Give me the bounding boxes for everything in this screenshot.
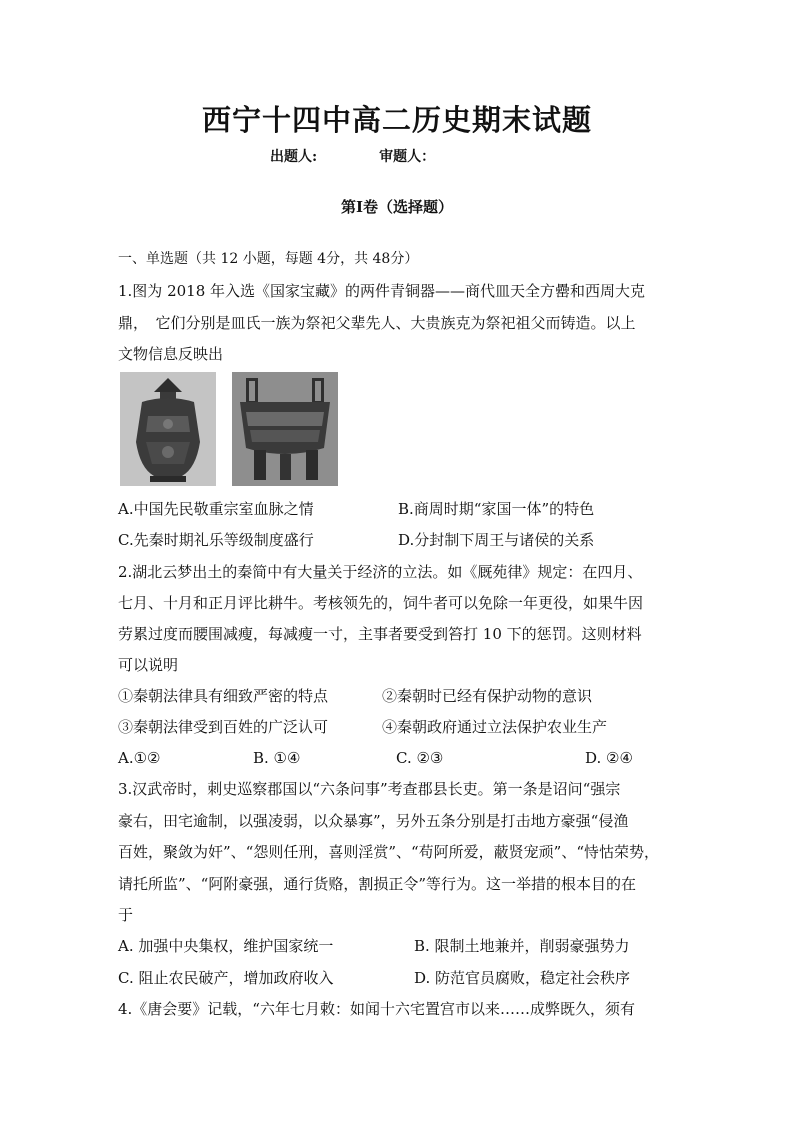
q2-option-c: C. ②③ — [396, 749, 444, 767]
bronze-ding-image — [232, 372, 338, 486]
q2-line-1: 2.湖北云梦出土的秦简中有大量关于经济的立法。如《厩苑律》规定：在四月、 — [118, 563, 643, 581]
q2-statement-2: ②秦朝时已经有保护动物的意识 — [382, 687, 593, 705]
q3-line-3: 百姓，聚敛为奸”、“怨则任刑，喜则淫赏”、“苟阿所爱，蔽贤宠顽”、“恃怙荣势， — [118, 843, 660, 861]
exam-title: 西宁十四中高二历史期末试题 — [201, 103, 592, 137]
q2-line-4: 可以说明 — [118, 656, 179, 674]
setter-label: 出题人: — [270, 149, 318, 165]
q1-option-a: A.中国先民敬重宗室血脉之情 — [118, 500, 314, 518]
authors-line — [270, 146, 435, 166]
q2-option-b: B. ①④ — [253, 749, 301, 767]
q1-option-b: B.商周时期“家国一体”的特色 — [398, 500, 595, 518]
volume-title: 第Ⅰ卷（选择题） — [340, 198, 454, 216]
section-heading: 一、单选题（共 12 小题，每题 4分，共 48分） — [118, 251, 419, 267]
q1-option-d: D.分封制下周王与诸侯的关系 — [398, 531, 595, 549]
q3-option-c: C. 阻止农民破产，增加政府收入 — [118, 969, 334, 987]
reviewer-label: 审题人： — [379, 149, 436, 165]
q2-statement-3: ③秦朝法律受到百姓的广泛认可 — [118, 718, 329, 736]
q1-line-3: 文物信息反映出 — [118, 345, 224, 363]
q3-option-a: A. 加强中央集权，维护国家统一 — [118, 937, 334, 955]
q2-statement-1: ①秦朝法律具有细致严密的特点 — [118, 687, 329, 705]
bronze-fanglei-image — [120, 372, 216, 486]
q4-line-1: 4.《唐会要》记载，“六年七月敕：如闻十六宅置宫市以来……成弊既久，须有 — [118, 1000, 635, 1018]
q3-line-4: 请托所监”、“阿附豪强，通行货赂，割损正令”等行为。这一举措的根本目的在 — [118, 875, 637, 893]
q2-line-2: 七月、十月和正月评比耕牛。考核领先的，饲牛者可以免除一年更役，如果牛因 — [118, 594, 644, 612]
q1-line-2: 鼎， 它们分别是皿氏一族为祭祀父辈先人、大贵族克为祭祀祖父而铸造。以上 — [118, 314, 636, 332]
q3-line-2: 豪右，田宅逾制，以强凌弱，以众暴寡”，另外五条分别是打击地方豪强“侵渔 — [118, 812, 629, 830]
q2-option-a: A.①② — [118, 749, 161, 767]
q1-option-c: C.先秦时期礼乐等级制度盛行 — [118, 531, 314, 549]
q2-statement-4: ④秦朝政府通过立法保护农业生产 — [382, 718, 608, 736]
q2-line-3: 劳累过度而腰围减瘦，每减瘦一寸，主事者要受到笞打 10 下的惩罚。这则材料 — [118, 625, 642, 643]
q3-line-1: 3.汉武帝时，刺史巡察郡国以“六条问事”考查郡县长吏。第一条是诏问“强宗 — [118, 780, 621, 798]
q3-line-5: 于 — [118, 906, 134, 924]
q3-option-d: D. 防范官员腐败，稳定社会秩序 — [414, 969, 631, 987]
q1-line-1: 1.图为 2018 年入选《国家宝藏》的两件青铜器——商代皿天全方罍和西周大克 — [118, 282, 646, 300]
q3-option-b: B. 限制土地兼并，削弱豪强势力 — [414, 937, 630, 955]
q2-option-d: D. ②④ — [585, 749, 633, 767]
